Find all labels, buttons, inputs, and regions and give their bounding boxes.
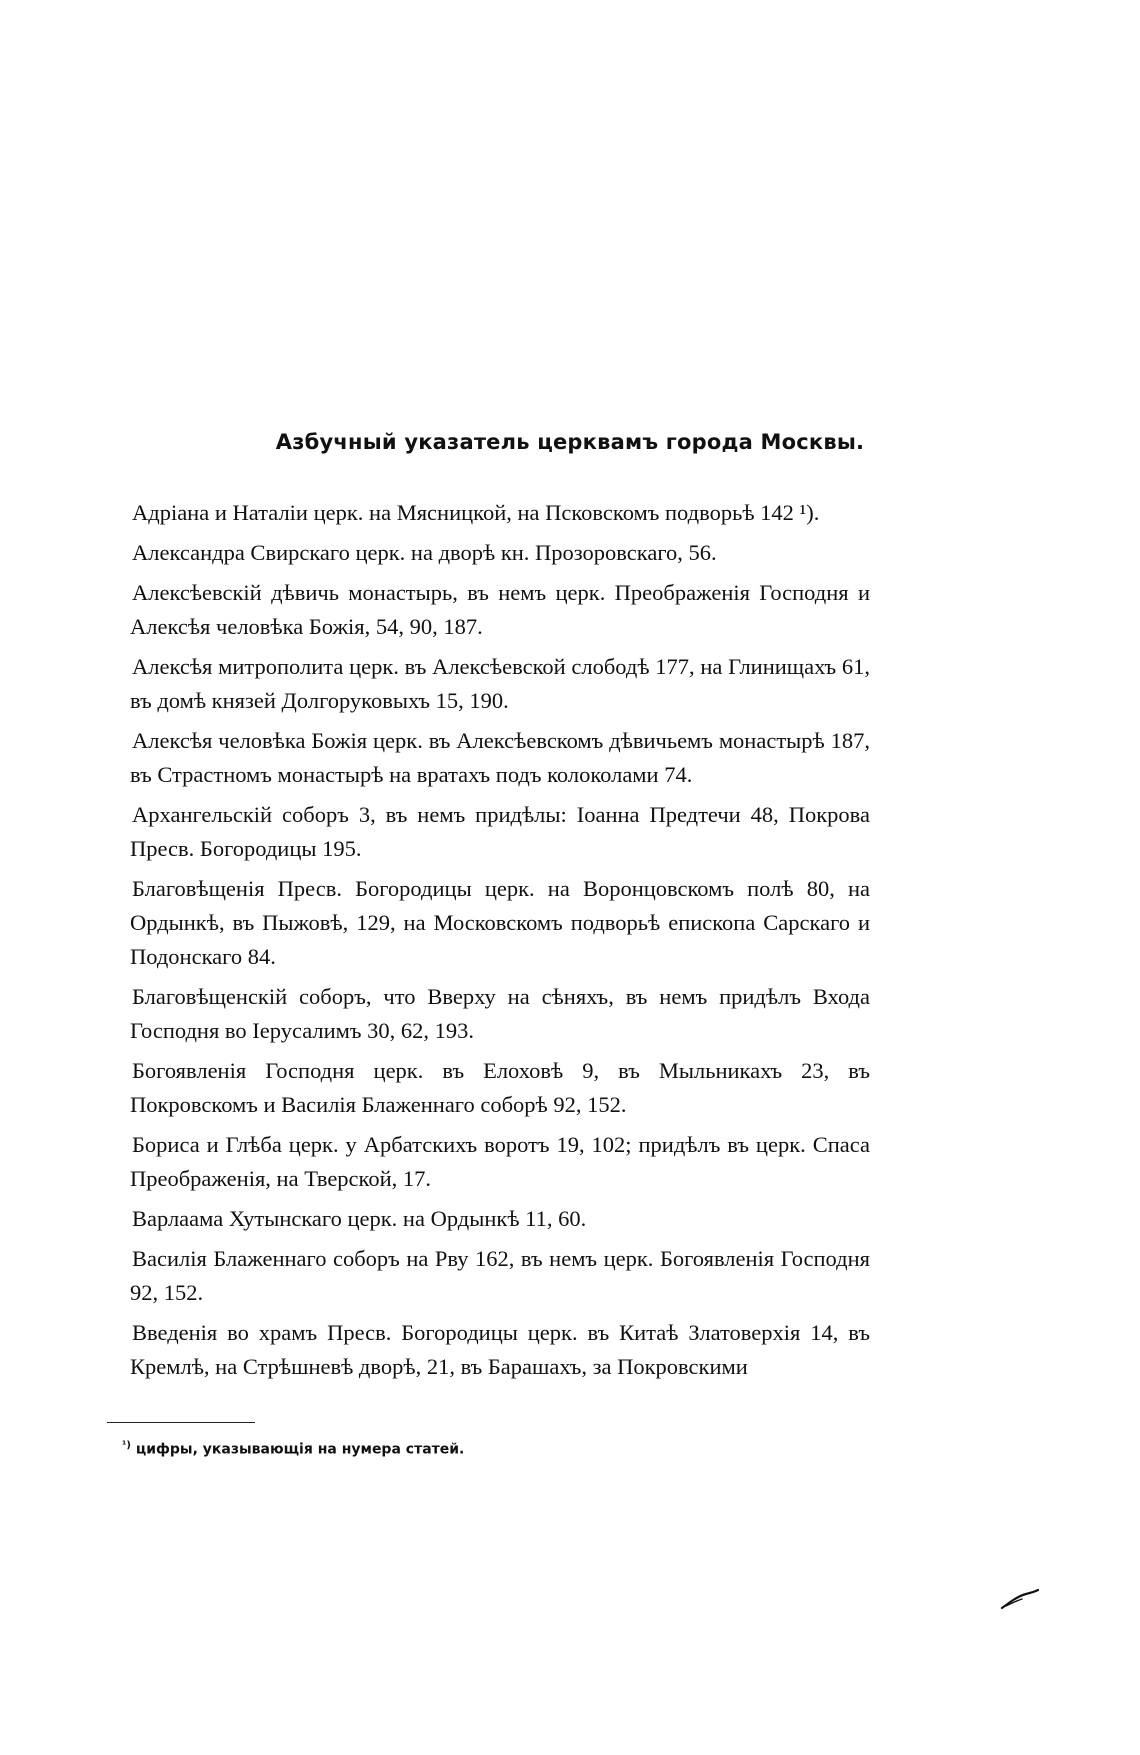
- page-title: Азбучный указатель церквамъ города Москвы.: [275, 430, 865, 454]
- index-entry: Богоявленія Господня церк. въ Елоховѣ 9, въ Мыльникахъ 23, въ Покровскомъ и Василія Блаженнаго соборѣ 92, 152.: [130, 1058, 870, 1117]
- index-entry: Благовѣщенскій соборъ, что Вверху на сѣняхъ, въ немъ придѣлъ Входа Господня во Іерусалимъ 30, 62, 193.: [130, 984, 870, 1043]
- index-entry: Адріана и Наталіи церк. на Мясницкой, на Псковскомъ подворьѣ 142 ¹).: [132, 500, 820, 525]
- pen-stroke-mark: [1000, 1588, 1040, 1612]
- index-entry: Александра Свирскаго церк. на дворѣ кн. Прозоровскаго, 56.: [132, 540, 717, 565]
- footnote-marker: ¹): [122, 1440, 131, 1451]
- index-entry: Архангельскій соборъ 3, въ немъ придѣлы: Іоанна Предтечи 48, Покрова Пресв. Богородицы 195.: [130, 802, 870, 861]
- index-entry: Бориса и Глѣба церк. у Арбатскихъ воротъ 19, 102; придѣлъ въ церк. Спаса Преображенія, на Тверской, 17.: [130, 1132, 870, 1191]
- index-entry: Введенія во храмъ Пресв. Богородицы церк. въ Китаѣ Златоверхія 14, въ Кремлѣ, на Стрѣшневѣ дворѣ, 21, въ Барашахъ, за Покровскими: [130, 1320, 870, 1379]
- index-entry: Варлаама Хутынскаго церк. на Ордынкѣ 11, 60.: [132, 1206, 587, 1231]
- index-entry: Алексѣя митрополита церк. въ Алексѣевской слободѣ 177, на Глинищахъ 61, въ домѣ князей Долгоруковыхъ 15, 190.: [130, 654, 870, 713]
- index-entry: Благовѣщенія Пресв. Богородицы церк. на Воронцовскомъ полѣ 80, на Ордынкѣ, въ Пыжовѣ, 129, на Московскомъ подворьѣ епископа Сарскаго и Подонскаго 84.: [130, 876, 870, 969]
- index-entry: Алексѣевскій дѣвичь монастырь, въ немъ церк. Преображенія Господня и Алексѣя человѣка Божія, 54, 90, 187.: [130, 580, 870, 639]
- index-entry: Василія Блаженнаго соборъ на Рву 162, въ немъ церк. Богоявленія Господня 92, 152.: [130, 1246, 870, 1305]
- index-entries: [130, 496, 870, 1390]
- footnote: [122, 1440, 464, 1458]
- index-entry: Алексѣя человѣка Божія церк. въ Алексѣевскомъ дѣвичьемъ монастырѣ 187, въ Страстномъ монастырѣ на вратахъ подъ колоколами 74.: [130, 728, 870, 787]
- footnote-divider: [107, 1422, 255, 1423]
- footnote-text: цифры, указывающія на нумера статей.: [135, 1441, 465, 1458]
